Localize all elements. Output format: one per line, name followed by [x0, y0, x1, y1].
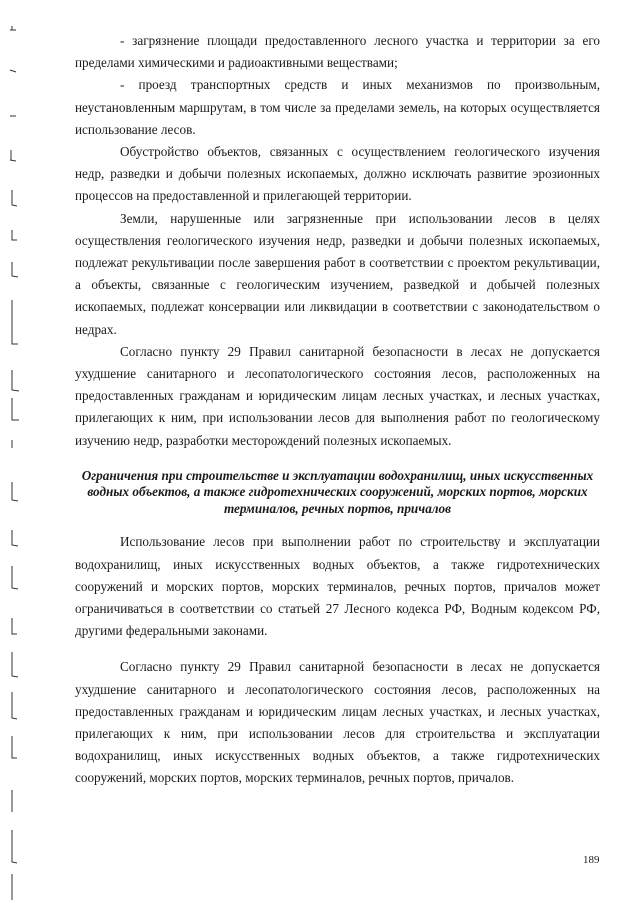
paragraph-gap — [75, 642, 600, 656]
section-heading: Ограничения при строительстве и эксплуатации водохранилищ, иных искусственных водных объектов, а также гидротехнических сооружений, морских портов, морских терминалов, речных портов, причалов — [81, 467, 594, 516]
paragraph-bullet-1: - загрязнение площади предоставленного лесного участка и территории за его пределами химическими и радиоактивными веществами; — [75, 33, 600, 71]
page-number: 189 — [583, 854, 600, 866]
paragraph-bullet-2: - проезд транспортных средств и иных механизмов по произвольным, неустановленным маршрутам, в том числе за пределами земель, на которых осуществляется использование лесов. — [75, 77, 600, 137]
binding-margin-marks — [0, 0, 40, 905]
paragraph-geology-objects: Обустройство объектов, связанных с осуществлением геологического изучения недр, разведки и добычи полезных ископаемых, должно исключать развитие эрозионных процессов на предоставленной и прилегающей территории. — [75, 144, 600, 204]
paragraph-sanitary-rules-2: Согласно пункту 29 Правил санитарной безопасности в лесах не допускается ухудшение санитарного и лесопатологического состояния лесов, расположенных на предоставленных гражданам и юридическим лицам лесных участках, и лесных участках, прилегающих к ним, при использовании лесов для строительства и эксплуатации водохранилищ, иных искусственных водных объектов, а также гидротехнических сооружений, морских портов, морских терминалов, речных портов, причалов. — [75, 659, 600, 786]
paragraph-sanitary-rules-1: Согласно пункту 29 Правил санитарной безопасности в лесах не допускается ухудшение санитарного и лесопатологического состояния лесов, расположенных на предоставленных гражданам и юридическим лицам лесных участках, и лесных участках, прилегающих к ним, при использовании лесов для выполнения работ по геологическому изучению недр, разработки месторождений полезных ископаемых. — [75, 343, 600, 448]
paragraph-recultivation: Земли, нарушенные или загрязненные при использовании лесов в целях осуществления геологического изучения недр, разведки и добычи полезных ископаемых, подлежат рекультивации после завершения работ в соответствии с проектом рекультивации, а объекты, связанные с геологическим изучением, разведкой и добычей полезных ископаемых, подлежат консервации или ликвидации в соответствии с законодательством о недрах. — [75, 210, 600, 337]
document-body — [75, 30, 600, 790]
paragraph-water-objects: Использование лесов при выполнении работ по строительству и эксплуатации водохранилищ, иных искусственных водных объектов, а также гидротехнических сооружений и морских портов, морских терминалов, речных портов, причалов может ограничиваться в соответствии со статьей 27 Лесного кодекса РФ, Водным кодексом РФ, другими федеральными законами. — [75, 534, 600, 639]
